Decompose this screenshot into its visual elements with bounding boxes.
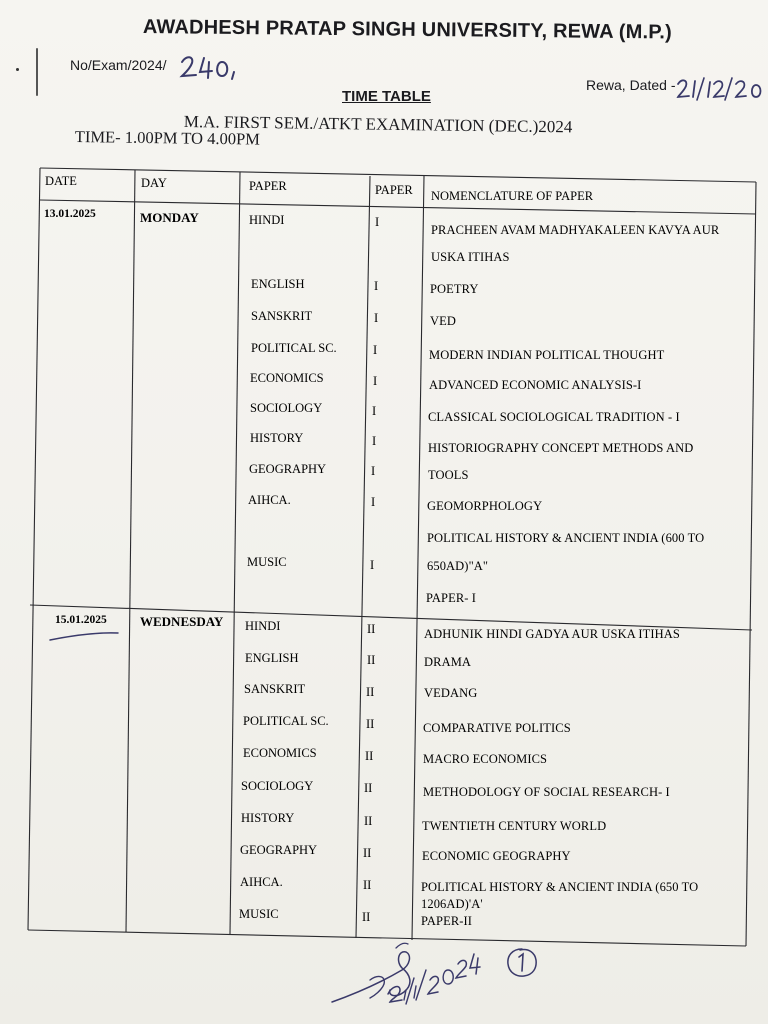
nomenclature-cell: MACRO ECONOMICS: [423, 752, 548, 766]
nomenclature-cell: PAPER- I: [426, 591, 477, 605]
page-number: [504, 946, 540, 980]
paper-number-cell: I: [371, 495, 376, 509]
subject-cell: MUSIC: [239, 907, 279, 921]
nomenclature-cell: 1206AD)'A': [421, 897, 483, 911]
subject-cell: HISTORY: [250, 431, 304, 445]
subject-cell: SANSKRIT: [251, 309, 313, 323]
paper-number-cell: II: [366, 685, 375, 699]
reference-label: No/Exam/2024/: [70, 57, 167, 73]
nomenclature-cell: GEOMORPHOLOGY: [427, 499, 543, 513]
nomenclature-cell: POLITICAL HISTORY & ANCIENT INDIA (600 TO: [427, 531, 705, 545]
subject-cell: AIHCA.: [248, 493, 291, 507]
subject-cell: POLITICAL SC.: [243, 714, 329, 728]
subject-cell: MUSIC: [247, 555, 287, 569]
nomenclature-cell: VEDANG: [424, 686, 478, 700]
paper-number-cell: I: [375, 215, 380, 229]
nomenclature-cell: METHODOLOGY OF SOCIAL RESEARCH- I: [423, 785, 670, 799]
date-cell: 13.01.2025: [44, 208, 96, 220]
left-border: [28, 168, 40, 930]
subject-cell: POLITICAL SC.: [251, 341, 337, 355]
nomenclature-cell: PAPER-II: [421, 914, 473, 928]
date-cell: 15.01.2025: [55, 614, 107, 626]
subject-cell: ENGLISH: [251, 277, 305, 291]
nomenclature-cell: VED: [430, 314, 456, 328]
paper-number-cell: II: [364, 781, 373, 795]
nomenclature-cell: ADVANCED ECONOMIC ANALYSIS-I: [429, 378, 642, 392]
subject-cell: HINDI: [249, 213, 285, 227]
col-divider-date-day: [126, 170, 135, 932]
paper-number-cell: II: [366, 717, 375, 731]
nomenclature-cell: COMPARATIVE POLITICS: [423, 721, 571, 735]
subject-cell: ECONOMICS: [250, 371, 324, 385]
nomenclature-cell: USKA ITIHAS: [431, 250, 510, 264]
subject-cell: SOCIOLOGY: [241, 779, 314, 793]
day-cell: WEDNESDAY: [140, 614, 224, 629]
column-header-day: DAY: [141, 176, 167, 190]
nomenclature-cell: 650AD)"A": [427, 559, 489, 573]
paper-number-cell: I: [374, 279, 379, 293]
dated-label: Rewa, Dated -: [586, 77, 676, 93]
nomenclature-cell: TOOLS: [428, 468, 469, 482]
paper-number-cell: II: [367, 653, 376, 667]
column-header-paper-no: PAPER: [375, 183, 413, 197]
paper-number-cell: I: [370, 558, 375, 572]
paper-number-cell: II: [365, 749, 374, 763]
nomenclature-cell: POETRY: [430, 282, 479, 296]
exam-time: TIME- 1.00PM TO 4.00PM: [74, 127, 261, 149]
nomenclature-cell: DRAMA: [424, 655, 472, 669]
paper-number-cell: I: [372, 434, 377, 448]
day-cell: MONDAY: [140, 210, 199, 225]
paper-number-cell: I: [371, 464, 376, 478]
exam-title: M.A. FIRST SEM./ATKT EXAMINATION (DEC.)2024: [183, 112, 573, 137]
subject-cell: HINDI: [245, 619, 281, 633]
paper-number-cell: II: [362, 910, 371, 924]
university-title: AWADHESH PRATAP SINGH UNIVERSITY, REWA (M.P.): [142, 16, 673, 44]
signature: [330, 940, 490, 1010]
paper-number-cell: I: [373, 343, 378, 357]
subject-cell: ECONOMICS: [243, 746, 317, 760]
paper-number-cell: I: [372, 404, 377, 418]
paper-number-cell: II: [367, 622, 376, 636]
col-divider-day-paper: [230, 172, 240, 934]
nomenclature-cell: POLITICAL HISTORY & ANCIENT INDIA (650 TO: [421, 880, 699, 894]
subject-cell: AIHCA.: [240, 875, 283, 889]
nomenclature-cell: MODERN INDIAN POLITICAL THOUGHT: [429, 348, 665, 362]
nomenclature-cell: ADHUNIK HINDI GADYA AUR USKA ITIHAS: [424, 627, 680, 641]
column-header-nomenclature: NOMENCLATURE OF PAPER: [431, 189, 594, 203]
time-table-heading: TIME TABLE: [342, 88, 431, 105]
subject-cell: SANSKRIT: [244, 682, 306, 696]
paper-number-cell: II: [363, 846, 372, 860]
subject-cell: GEOGRAPHY: [249, 462, 327, 476]
paper-number-cell: II: [364, 814, 373, 828]
nomenclature-cell: CLASSICAL SOCIOLOGICAL TRADITION - I: [428, 410, 680, 424]
nomenclature-cell: PRACHEEN AVAM MADHYAKALEEN KAVYA AUR: [431, 223, 720, 237]
paper-number-cell: I: [373, 374, 378, 388]
subject-cell: ENGLISH: [245, 651, 299, 665]
paper-number-cell: I: [374, 311, 379, 325]
nomenclature-cell: HISTORIOGRAPHY CONCEPT METHODS AND: [428, 441, 694, 455]
right-border: [746, 182, 756, 946]
subject-cell: GEOGRAPHY: [240, 843, 318, 857]
paper-number-cell: II: [363, 878, 372, 892]
handwritten-underline: [50, 633, 118, 640]
column-header-paper: PAPER: [249, 179, 287, 193]
nomenclature-cell: TWENTIETH CENTURY WORLD: [422, 819, 607, 833]
subject-cell: SOCIOLOGY: [250, 401, 323, 415]
nomenclature-cell: ECONOMIC GEOGRAPHY: [422, 849, 571, 863]
subject-cell: HISTORY: [241, 811, 295, 825]
column-header-date: DATE: [45, 174, 77, 188]
